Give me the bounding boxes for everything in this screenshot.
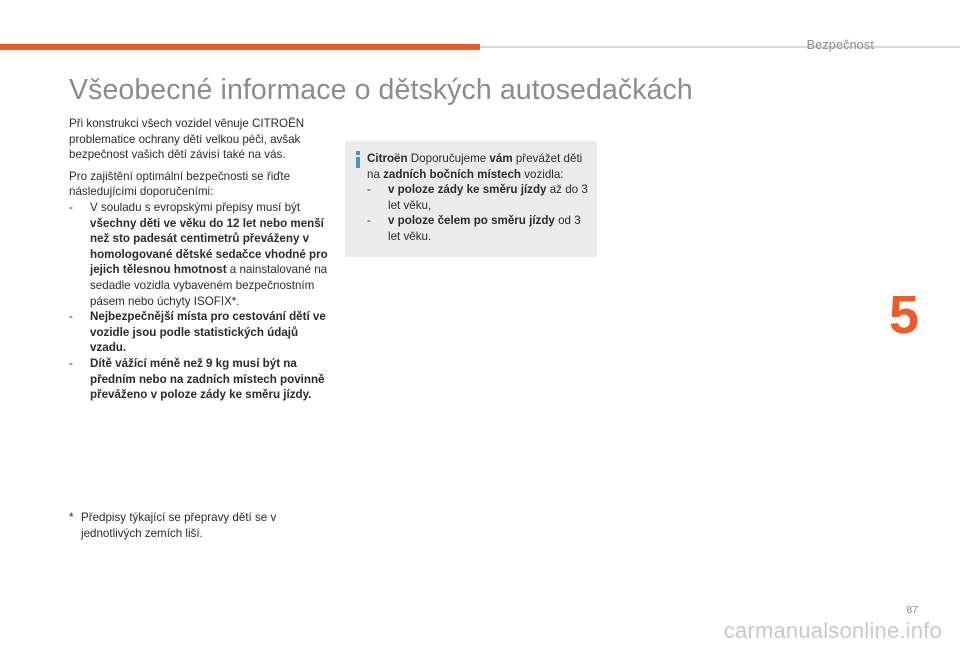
info-box <box>345 141 597 257</box>
info-text: vozidla: <box>521 167 564 181</box>
chapter-number: 5 <box>889 285 920 345</box>
list-item-bold: Nejbezpečnější místa pro cestování dětí ve vozidle jsou podle statistických údajů vzadu. <box>90 310 326 355</box>
info-text: převážet děti na <box>367 152 583 181</box>
info-text: Doporučujeme <box>407 152 490 165</box>
header-accent-bar <box>0 44 480 50</box>
list-item-bold: v poloze zády ke směru jízdy <box>388 183 547 197</box>
info-paragraph <box>367 151 589 182</box>
footnote-marker: * <box>69 511 74 524</box>
section-label: Bezpečnost <box>806 38 874 52</box>
info-bold: vám <box>489 152 513 165</box>
intro-paragraph: Při konstrukci všech vozidel věnuje CITROËN problematice ochrany dětí velkou péči, avšak bezpečnost vašich dětí závisí také na vás. <box>69 117 305 162</box>
list-item-text: od 3 let věku. <box>388 214 581 243</box>
watermark: carmanualsonline.info <box>723 618 942 643</box>
list-item-bold: Dítě vážící méně než 9 kg musí být na předním nebo na zadních místech povinně převáženo v poloze zády ke směru jízdy. <box>90 356 325 402</box>
list-item-bold: všechny děti ve věku do 12 let nebo menší než sto padesát centimetrů převáženy v homologované dětské sedačce vhodné pro jejich tělesnou hmotnost <box>90 216 328 277</box>
recommendation-list <box>69 200 331 403</box>
info-icon <box>355 151 361 168</box>
list-item <box>367 182 589 213</box>
info-list <box>367 182 589 244</box>
list-dash: - <box>367 183 371 197</box>
lead-paragraph: Pro zajištění optimální bezpečnosti se řiďte následujícími doporučeními: <box>69 169 291 199</box>
footnote-text: Předpisy týkající se přepravy dětí se v jednotlivých zemích liší. <box>81 511 277 540</box>
left-column <box>69 116 331 403</box>
list-dash: - <box>69 200 73 214</box>
list-item-bold: v poloze čelem po směru jízdy <box>388 214 555 228</box>
list-item <box>69 356 331 403</box>
footnote <box>69 510 331 541</box>
list-item-text: V souladu s evropskými přepisy musí být <box>90 200 301 214</box>
info-bold: zadních bočních místech <box>383 167 521 181</box>
list-item <box>69 309 331 356</box>
list-dash: - <box>367 214 371 228</box>
list-item <box>367 213 589 244</box>
list-item-text: až do 3 let věku, <box>388 183 588 212</box>
page-number: 87 <box>906 604 918 616</box>
brand-name: Citroën <box>367 152 408 165</box>
header-divider <box>480 46 960 48</box>
list-item <box>69 200 331 309</box>
list-dash: - <box>69 356 73 370</box>
list-item-text: a nainstalované na sedadle vozidla vybaveném bezpečnostním pásem nebo úchyty ISOFIX*. <box>90 263 328 308</box>
page-title: Všeobecné informace o dětských autosedačkách <box>69 74 693 106</box>
list-dash: - <box>69 310 73 324</box>
